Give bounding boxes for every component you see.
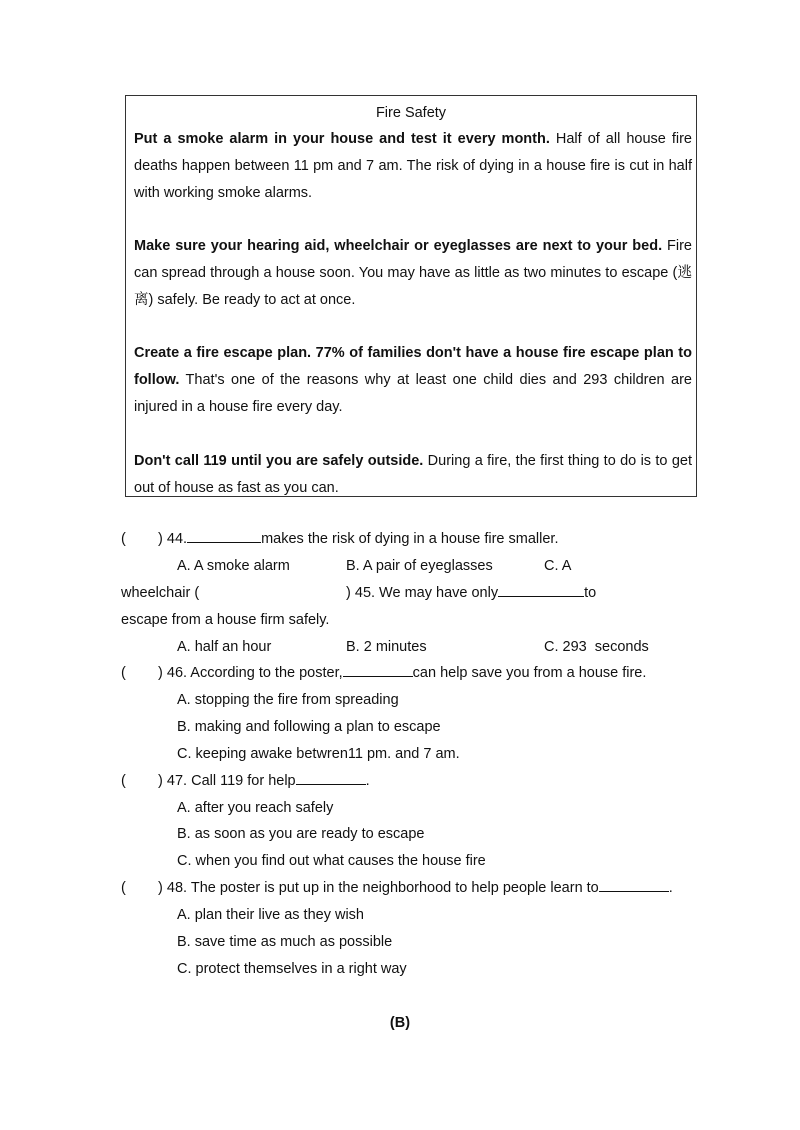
question-46 xyxy=(121,665,646,681)
answer-paren-45[interactable]: ) xyxy=(346,585,351,601)
section-label: (B) xyxy=(389,1015,411,1031)
question-46-stem-start: 46. According to the poster, xyxy=(166,665,343,681)
option-45-b[interactable]: B. 2 minutes xyxy=(346,639,427,655)
option-44-b[interactable]: B. A pair of eyeglasses xyxy=(346,558,493,574)
option-48-c[interactable]: C. protect themselves in a right way xyxy=(177,961,407,977)
question-48 xyxy=(121,880,673,896)
answer-blank-48[interactable] xyxy=(599,890,669,892)
question-48-stem-start: 48. The poster is put up in the neighborhood to help people learn to xyxy=(166,880,599,896)
paragraph-1 xyxy=(134,126,692,207)
option-46-a[interactable]: A. stopping the fire from spreading xyxy=(177,692,399,708)
question-47-stem-end: . xyxy=(365,773,370,789)
option-46-b[interactable]: B. making and following a plan to escape xyxy=(177,719,441,735)
passage-box xyxy=(125,95,697,497)
question-45-stem-end: to xyxy=(584,585,597,601)
question-45-stem-cont: escape from a house firm safely. xyxy=(121,612,330,628)
option-48-b[interactable]: B. save time as much as possible xyxy=(177,934,393,950)
question-47-stem-start: 47. Call 119 for help xyxy=(166,773,296,789)
option-46-c[interactable]: C. keeping awake betwren11 pm. and 7 am. xyxy=(177,746,460,762)
passage-title: Fire Safety xyxy=(375,105,447,121)
option-44-c-cont: wheelchair ( xyxy=(121,585,200,601)
answer-paren-46[interactable]: ( ) xyxy=(121,665,163,681)
paragraph-3-bold: Create a fire escape plan. 77% of families don't have a house fire escape plan to follow. xyxy=(134,345,692,388)
paragraph-3 xyxy=(134,340,692,421)
question-47 xyxy=(121,773,370,789)
answer-paren-48[interactable]: ( ) xyxy=(121,880,163,896)
answer-blank-44[interactable] xyxy=(187,541,261,543)
paragraph-4-text: During a fire, the first thing to do is to get out of house as fast as you can. xyxy=(134,453,692,496)
answer-paren-44[interactable]: ( ) xyxy=(121,531,163,547)
paragraph-1-text: Half of all house fire deaths happen between 11 pm and 7 am. The risk of dying in a house fire is cut in half with working smoke alarms. xyxy=(134,131,692,201)
paragraph-3-text: That's one of the reasons why at least one child dies and 293 children are injured in a house fire every day. xyxy=(134,372,692,415)
option-48-a[interactable]: A. plan their live as they wish xyxy=(177,907,364,923)
question-48-stem-end: . xyxy=(668,880,673,896)
option-45-a[interactable]: A. half an hour xyxy=(177,639,272,655)
option-47-c[interactable]: C. when you find out what causes the house fire xyxy=(177,853,486,869)
answer-paren-47[interactable]: ( ) xyxy=(121,773,163,789)
paragraph-2 xyxy=(134,233,692,314)
paragraph-4-bold: Don't call 119 until you are safely outside. xyxy=(134,453,424,469)
option-47-a[interactable]: A. after you reach safely xyxy=(177,800,334,816)
question-44-number: 44. xyxy=(166,531,188,547)
option-45-c[interactable]: C. 293 seconds xyxy=(544,639,649,655)
option-47-b[interactable]: B. as soon as you are ready to escape xyxy=(177,826,425,842)
question-46-stem-end: can help save you from a house fire. xyxy=(412,665,647,681)
answer-blank-47[interactable] xyxy=(296,783,366,785)
question-45-stem-start: 45. We may have only xyxy=(354,585,499,601)
paragraph-4 xyxy=(134,448,692,502)
question-45 xyxy=(346,585,596,601)
paragraph-1-bold: Put a smoke alarm in your house and test it every month. xyxy=(134,131,550,147)
paragraph-2-bold: Make sure your hearing aid, wheelchair or eyeglasses are next to your bed. xyxy=(134,238,663,254)
question-44 xyxy=(121,531,558,547)
question-44-stem: makes the risk of dying in a house fire smaller. xyxy=(261,531,559,547)
paragraph-2-text: Fire can spread through a house soon. You may have as little as two minutes to escape (逃离) safely. Be ready to act at once. xyxy=(134,238,692,308)
option-44-c[interactable]: C. A xyxy=(544,558,572,574)
answer-blank-46[interactable] xyxy=(343,675,413,677)
answer-blank-45[interactable] xyxy=(498,595,584,597)
option-44-a[interactable]: A. A smoke alarm xyxy=(177,558,290,574)
